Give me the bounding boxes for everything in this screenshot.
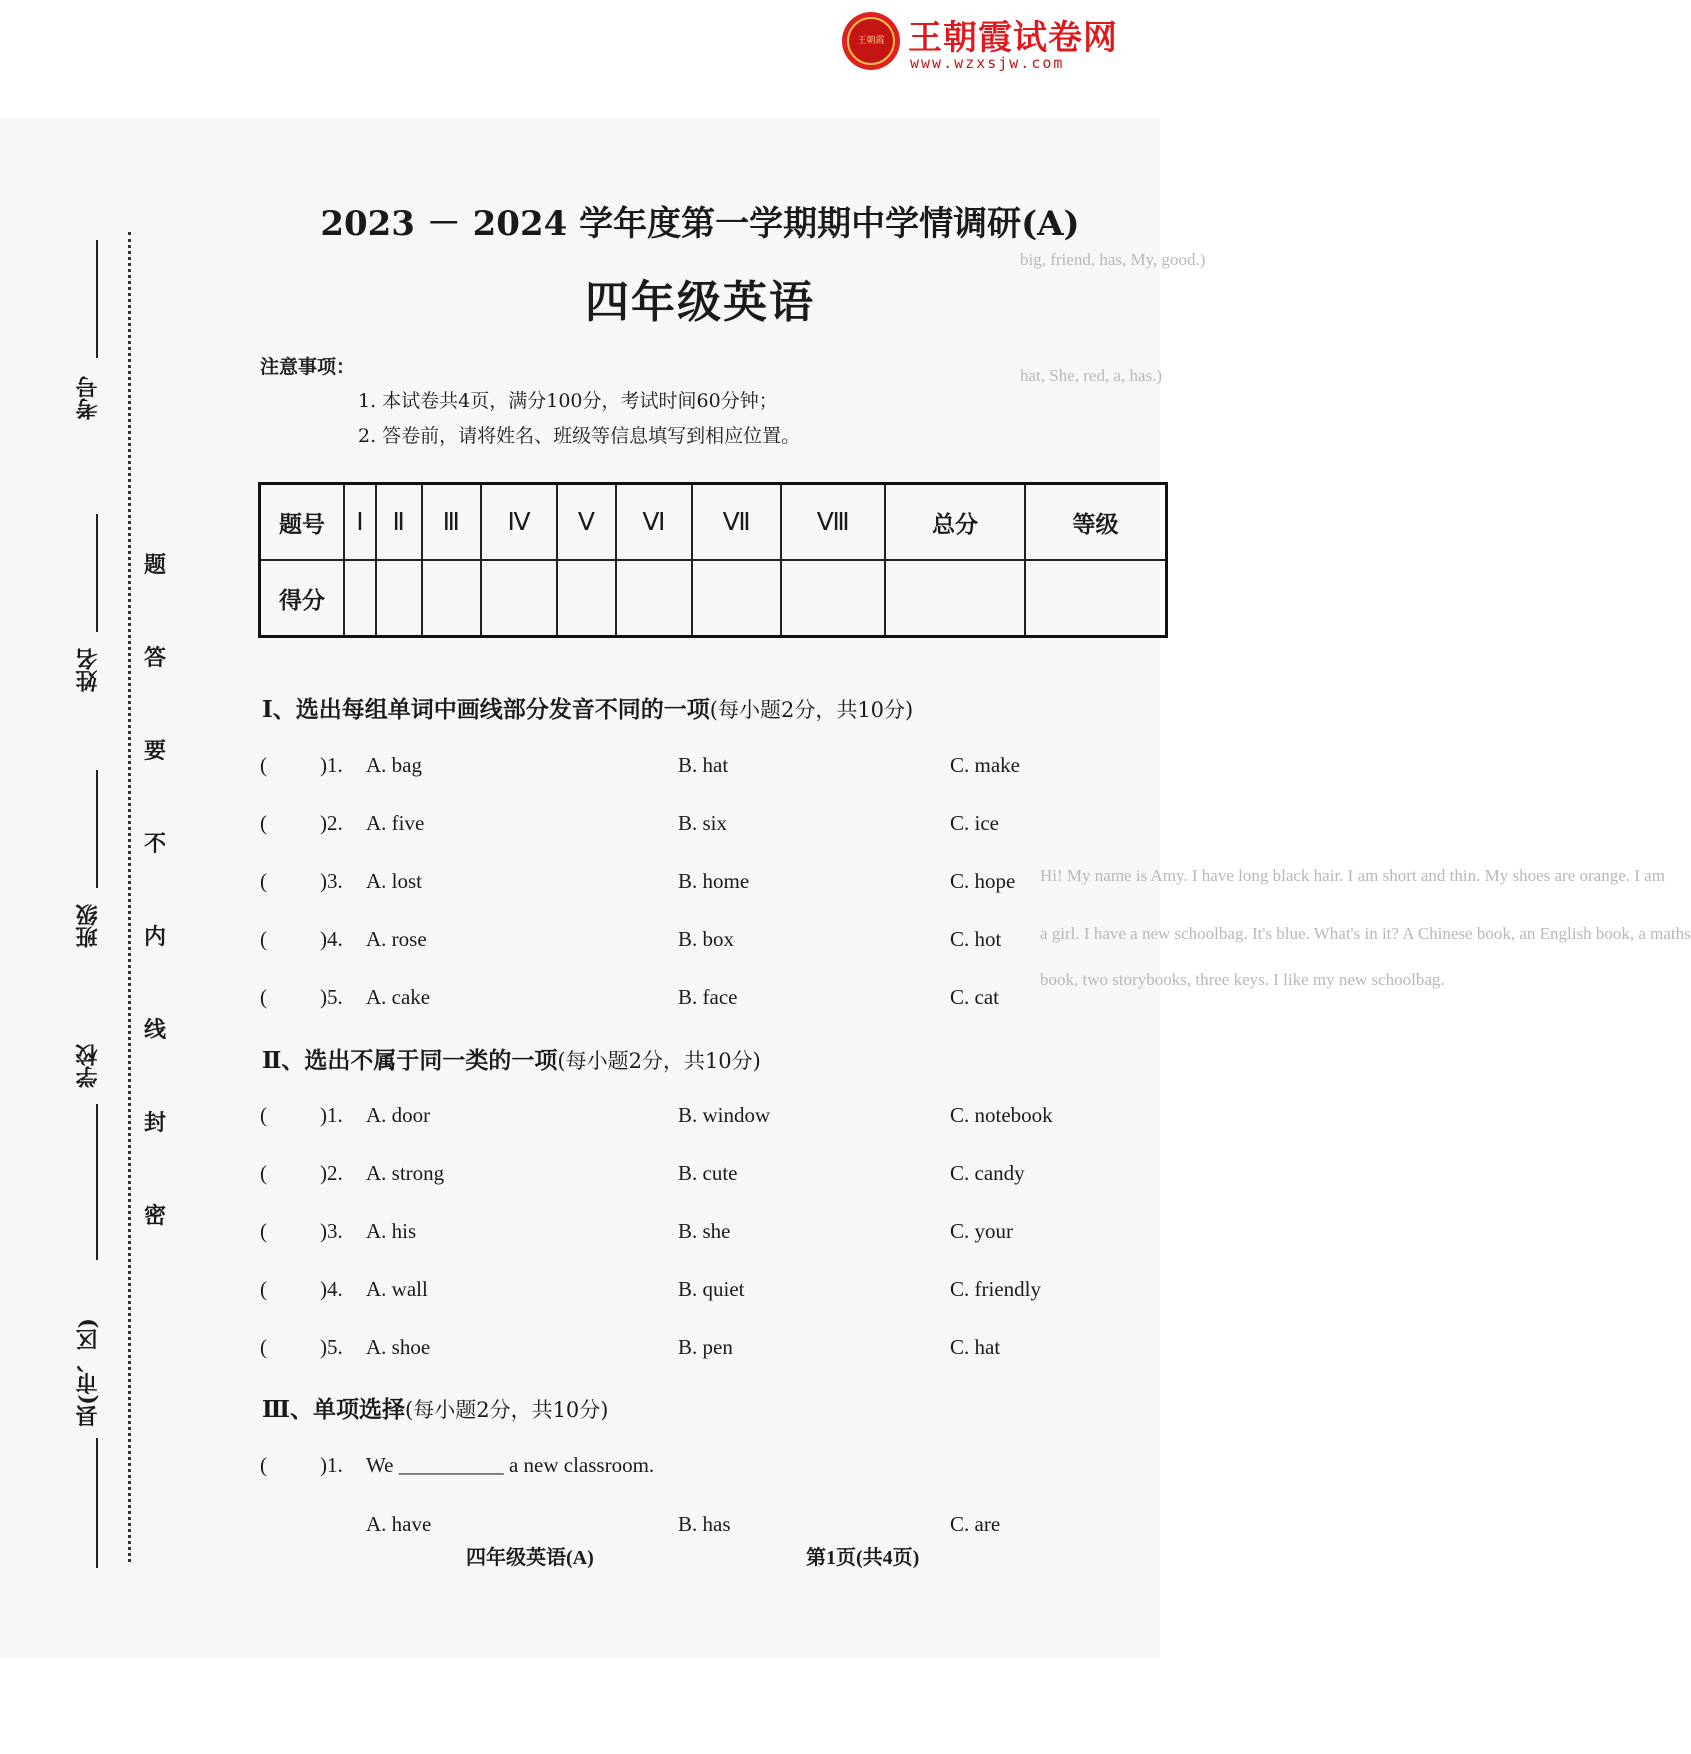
- option-b: B. she: [678, 1219, 731, 1243]
- question-row: [258, 985, 1158, 1017]
- row-label: 题号: [260, 484, 345, 561]
- seal-char: 内: [144, 924, 167, 950]
- section-points: (每小题2分，共10分): [557, 1049, 761, 1073]
- option-b: B. pen: [678, 1335, 733, 1359]
- option-c: C. friendly: [950, 1277, 1041, 1301]
- question-number: )2.: [320, 1161, 343, 1185]
- option-a: A. wall: [366, 1277, 428, 1301]
- footer-subject: 四年级英语(A): [466, 1547, 594, 1569]
- exam-no-fill-line: [96, 240, 98, 358]
- option-b: B. cute: [678, 1161, 738, 1185]
- col-header: Ⅳ: [481, 484, 557, 561]
- question-row: [258, 811, 1158, 843]
- bleed-through-line: hat, She, red, a, has.): [1020, 366, 1163, 385]
- col-header: Ⅱ: [376, 484, 422, 561]
- option-b: B. window: [678, 1103, 771, 1127]
- answer-bracket[interactable]: (: [260, 1453, 267, 1477]
- col-header: Ⅰ: [344, 484, 376, 561]
- school-label: 学校: [75, 1044, 101, 1088]
- school-fill-line: [96, 1104, 98, 1260]
- watermark-logo: [842, 10, 1162, 74]
- option-b: B. home: [678, 869, 750, 893]
- option-b: B. quiet: [678, 1277, 745, 1301]
- seal-char: 答: [144, 645, 167, 671]
- col-header: Ⅶ: [692, 484, 782, 561]
- seal-char: 线: [144, 1017, 167, 1043]
- score-table: [258, 482, 1168, 638]
- option-b: B. has: [678, 1512, 731, 1536]
- section-title: Ⅰ、选出每组单词中画线部分发音不同的一项: [262, 696, 710, 723]
- option-a: A. have: [366, 1512, 432, 1536]
- col-header: 等级: [1025, 484, 1167, 561]
- option-a: A. door: [366, 1103, 431, 1127]
- option-a: A. lost: [366, 869, 423, 893]
- option-a: A. strong: [366, 1161, 445, 1185]
- col-header: Ⅷ: [781, 484, 884, 561]
- option-c: C. are: [950, 1512, 1001, 1536]
- question-stem: We __________ a new classroom.: [366, 1453, 655, 1477]
- score-cell[interactable]: [692, 560, 782, 637]
- class-label: 班级: [75, 904, 101, 948]
- option-a: A. shoe: [366, 1335, 431, 1359]
- question-row: [258, 1219, 1158, 1251]
- question-number: )4.: [320, 1277, 343, 1301]
- question-number: )1.: [320, 753, 343, 777]
- option-c: C. hope: [950, 869, 1016, 893]
- option-row: [258, 1512, 1158, 1544]
- exam-subtitle: 四年级英语: [585, 277, 815, 328]
- option-c: C. candy: [950, 1161, 1025, 1185]
- answer-bracket[interactable]: (: [260, 1103, 267, 1127]
- seal-char: 不: [144, 831, 167, 857]
- answer-bracket[interactable]: (: [260, 1335, 267, 1359]
- option-a: A. bag: [366, 753, 422, 777]
- seal-char: 要: [144, 738, 167, 764]
- section-heading: [262, 1042, 761, 1075]
- question-number: )5.: [320, 985, 343, 1009]
- note-item: 1. 本试卷共4页，满分100分，考试时间60分钟；: [358, 390, 778, 412]
- bleed-through-line: big, friend, has, My, good.): [1020, 250, 1206, 269]
- question-row: [258, 1453, 1158, 1485]
- col-header: Ⅵ: [616, 484, 692, 561]
- score-cell[interactable]: [885, 560, 1025, 637]
- exam-no-label: 考号: [75, 376, 101, 420]
- class-fill-line: [96, 770, 98, 888]
- note-item: 2. 答卷前，请将姓名、班级等信息填写到相应位置。: [358, 425, 801, 447]
- question-row: [258, 869, 1158, 901]
- watermark-url: www.wzxsjw.com: [910, 54, 1065, 72]
- option-b: B. face: [678, 985, 738, 1009]
- answer-bracket[interactable]: (: [260, 753, 267, 777]
- answer-bracket[interactable]: (: [260, 811, 267, 835]
- question-row: [258, 1161, 1158, 1193]
- question-row: [258, 1335, 1158, 1367]
- bleed-through-line: Hi! My name is Amy. I have long black hair. I am short and thin. My shoes are orange. I am: [1040, 866, 1665, 885]
- option-b: B. six: [678, 811, 728, 835]
- score-cell[interactable]: [616, 560, 692, 637]
- county-fill-line: [96, 1438, 98, 1568]
- score-cell[interactable]: [376, 560, 422, 637]
- option-b: B. box: [678, 927, 735, 951]
- question-number: )5.: [320, 1335, 343, 1359]
- section-heading: [262, 1391, 608, 1424]
- question-number: )2.: [320, 811, 343, 835]
- option-c: C. make: [950, 753, 1020, 777]
- seal-char: 封: [144, 1110, 167, 1136]
- score-cell[interactable]: [481, 560, 557, 637]
- option-c: C. notebook: [950, 1103, 1053, 1127]
- score-cell[interactable]: [1025, 560, 1167, 637]
- score-cell[interactable]: [781, 560, 884, 637]
- score-table-header-row: [260, 484, 1167, 561]
- question-number: )1.: [320, 1453, 343, 1477]
- question-row: [258, 1277, 1158, 1309]
- answer-bracket[interactable]: (: [260, 869, 267, 893]
- name-label: 姓名: [75, 648, 101, 692]
- col-header: Ⅲ: [422, 484, 482, 561]
- section-points: (每小题2分，共10分): [405, 1398, 609, 1422]
- question-row: [258, 1103, 1158, 1135]
- question-row: [258, 927, 1158, 959]
- name-fill-line: [96, 514, 98, 632]
- col-header: 总分: [885, 484, 1025, 561]
- row-label: 得分: [260, 560, 345, 637]
- watermark-name: 王朝霞试卷网: [908, 18, 1118, 58]
- answer-bracket[interactable]: (: [260, 1277, 267, 1301]
- option-b: B. hat: [678, 753, 729, 777]
- seal-dotted-line: [128, 232, 131, 1562]
- question-row: [258, 753, 1158, 785]
- score-cell[interactable]: [557, 560, 616, 637]
- seal-icon: 王朝霞: [842, 12, 900, 70]
- question-number: )4.: [320, 927, 343, 951]
- answer-bracket[interactable]: (: [260, 985, 267, 1009]
- option-c: C. your: [950, 1219, 1013, 1243]
- bleed-through-line: a girl. I have a new schoolbag. It's blue. What's in it? A Chinese book, an English book, a maths: [1040, 924, 1691, 943]
- question-number: )3.: [320, 869, 343, 893]
- exam-title: 2023 － 2024 学年度第一学期期中学情调研(A): [320, 204, 1080, 244]
- option-a: A. rose: [366, 927, 427, 951]
- section-title: Ⅱ、选出不属于同一类的一项: [262, 1047, 558, 1074]
- section-heading: [262, 691, 913, 724]
- score-cell[interactable]: [344, 560, 376, 637]
- option-c: C. hot: [950, 927, 1002, 951]
- option-a: A. five: [366, 811, 425, 835]
- score-table-score-row: [260, 560, 1167, 637]
- bleed-through-line: book, two storybooks, three keys. I like my new schoolbag.: [1040, 970, 1445, 989]
- section-title: Ⅲ、单项选择: [262, 1396, 406, 1423]
- section-points: (每小题2分，共10分): [709, 698, 914, 722]
- notes-heading: 注意事项：: [260, 356, 356, 378]
- option-c: C. hat: [950, 1335, 1001, 1359]
- option-c: C. cat: [950, 985, 999, 1009]
- col-header: Ⅴ: [557, 484, 616, 561]
- county-label: 县(市、区): [75, 1318, 101, 1427]
- footer-page: 第1页(共4页): [806, 1547, 920, 1569]
- option-c: C. ice: [950, 811, 999, 835]
- seal-char: 密: [144, 1203, 167, 1229]
- seal-char: 题: [144, 552, 167, 578]
- option-a: A. his: [366, 1219, 417, 1243]
- score-cell[interactable]: [422, 560, 482, 637]
- option-a: A. cake: [366, 985, 431, 1009]
- answer-bracket[interactable]: (: [260, 1219, 267, 1243]
- question-number: )1.: [320, 1103, 343, 1127]
- answer-bracket[interactable]: (: [260, 927, 267, 951]
- answer-bracket[interactable]: (: [260, 1161, 267, 1185]
- question-number: )3.: [320, 1219, 343, 1243]
